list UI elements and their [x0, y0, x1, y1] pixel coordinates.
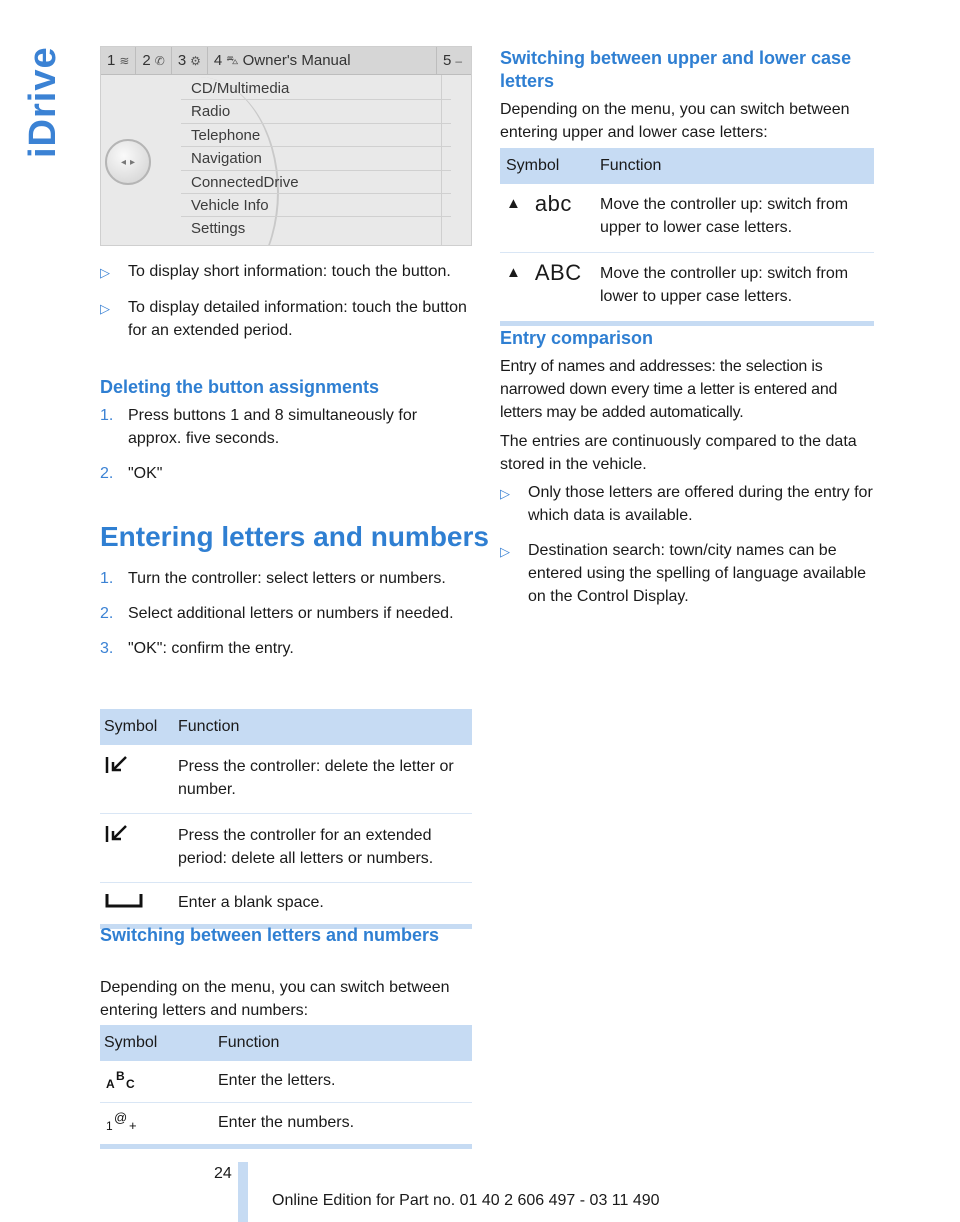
table-row: Enter a blank space. [100, 883, 472, 924]
deleting-heading: Deleting the button assignments [100, 377, 380, 397]
triangle-bullet-icon: ▷ [500, 544, 510, 559]
symbol-table-delete [100, 709, 472, 929]
list-item: 2. Select additional letters or numbers if needed. [100, 605, 454, 622]
menu-item: ConnectedDrive [181, 171, 451, 194]
screen-title: Owner's Manual [242, 52, 351, 69]
symbol-table-mode [100, 1025, 472, 1149]
entry-comparison-bullets [500, 481, 874, 620]
svg-text:B: B [116, 1069, 125, 1083]
svg-text:C: C [126, 1077, 135, 1091]
delete-letter-icon [104, 755, 128, 775]
list-item: ▷ To display detailed information: touch the button for an extended period. [100, 296, 472, 342]
svg-text:1: 1 [106, 1119, 113, 1133]
list-item: 2. "OK" [100, 465, 163, 482]
screen-tab-bar [101, 47, 472, 75]
footer-divider [238, 1162, 248, 1222]
entry-comparison-text-1: Entry of names and addresses: the selection is narrowed down every time a letter is entered and letters may be added automatically. [500, 358, 838, 421]
footer-edition-text: Online Edition for Part no. 01 40 2 606 497 - 03 11 490 [272, 1192, 660, 1209]
menu-item: CD/Multimedia [181, 77, 451, 100]
switch-case-heading: Switching between upper and lower case letters [500, 48, 852, 91]
letters-mode-icon [104, 1069, 140, 1091]
triangle-bullet-icon: ▷ [100, 265, 110, 280]
triangle-bullet-icon: ▷ [100, 301, 110, 316]
page-number: 24 [214, 1165, 232, 1182]
menu-item: Vehicle Info [181, 194, 451, 217]
phone-icon: ✆ [154, 53, 165, 68]
entering-heading: Entering letters and numbers [100, 521, 489, 552]
table-row: Press the controller for an extended period: delete all letters or numbers. [100, 814, 472, 883]
table-row: A B C Enter the letters. [100, 1061, 472, 1103]
switch-letters-numbers-text: Depending on the menu, you can switch between entering letters and numbers: [100, 979, 450, 1019]
blank-space-icon [104, 891, 144, 909]
table-row: Press the controller: delete the letter or number. [100, 745, 472, 814]
table-row: ▲ ABC Move the controller up: switch from lower to upper case letters. [500, 253, 874, 321]
gear-icon: ⚙ [190, 53, 201, 68]
svg-text:+: + [129, 1118, 137, 1133]
symbol-table-case [500, 148, 874, 326]
list-item: ▷ To display short information: touch the button. [100, 260, 472, 284]
menu-item: Telephone [181, 124, 451, 147]
entry-comparison-text-2: The entries are continuously compared to the data stored in the vehicle. [500, 433, 857, 473]
list-item: 1. Turn the controller: select letters or numbers. [100, 570, 446, 587]
switch-letters-numbers-heading: Switching between letters and numbers [100, 925, 440, 945]
triangle-up-icon: ▲ [506, 195, 521, 212]
svg-text:A: A [106, 1077, 115, 1091]
table-header: Symbol Function [100, 1025, 472, 1061]
uppercase-icon: ▲ ABC [506, 260, 582, 285]
svg-text:@: @ [114, 1111, 128, 1125]
table-header: Symbol Function [500, 148, 874, 184]
entering-steps [100, 567, 472, 672]
list-item: 1. Press buttons 1 and 8 simultaneously for approx. five seconds. [100, 407, 418, 447]
section-tab [18, 40, 64, 170]
table-header: Symbol Function [100, 709, 472, 745]
triangle-up-icon: ▲ [506, 264, 521, 281]
menu-item: Navigation [181, 147, 451, 170]
deleting-steps [100, 404, 472, 497]
screen-tab-2: 2 ✆ [142, 52, 165, 69]
screen-right-panel [441, 75, 471, 246]
screen-tab-4: 4 ⛍ Owner's Manual [213, 52, 351, 69]
numbers-mode-icon [104, 1111, 140, 1133]
triangle-bullet-icon: ▷ [500, 486, 510, 501]
controller-knob-icon: ◂ ▸ [105, 139, 151, 185]
entry-comparison-heading: Entry comparison [500, 328, 654, 348]
switch-case-text: Depending on the menu, you can switch between entering upper and lower case letters: [500, 101, 850, 141]
list-item: ▷ Destination search: town/city names can be entered using the spelling of language available on the Control Display. [500, 539, 874, 608]
radio-wave-icon: ≋ [119, 53, 130, 68]
menu-item: Radio [181, 100, 451, 123]
screen-tab-3: 3 ⚙ [177, 52, 201, 69]
screen-bullets [100, 260, 472, 354]
table-row: 1 @ + Enter the numbers. [106, 1111, 355, 1133]
list-item: 3. "OK": confirm the entry. [100, 640, 294, 657]
list-item: ▷ Only those letters are offered during the entry for which data is available. [500, 481, 874, 527]
lowercase-icon: ▲ abc [506, 191, 572, 216]
screen-tab-5: 5 – [443, 52, 463, 69]
menu-item: Settings [191, 220, 246, 238]
section-tab-label: iDrive [22, 46, 64, 158]
screen-tab-1: 1 ≋ [107, 52, 130, 69]
table-row: ▲ abc Move the controller up: switch from upper to lower case letters. [500, 184, 874, 253]
delete-all-icon [104, 824, 128, 844]
car-icon: ⛍ [226, 52, 239, 67]
idrive-screen [100, 46, 472, 246]
screen-menu [181, 77, 451, 241]
